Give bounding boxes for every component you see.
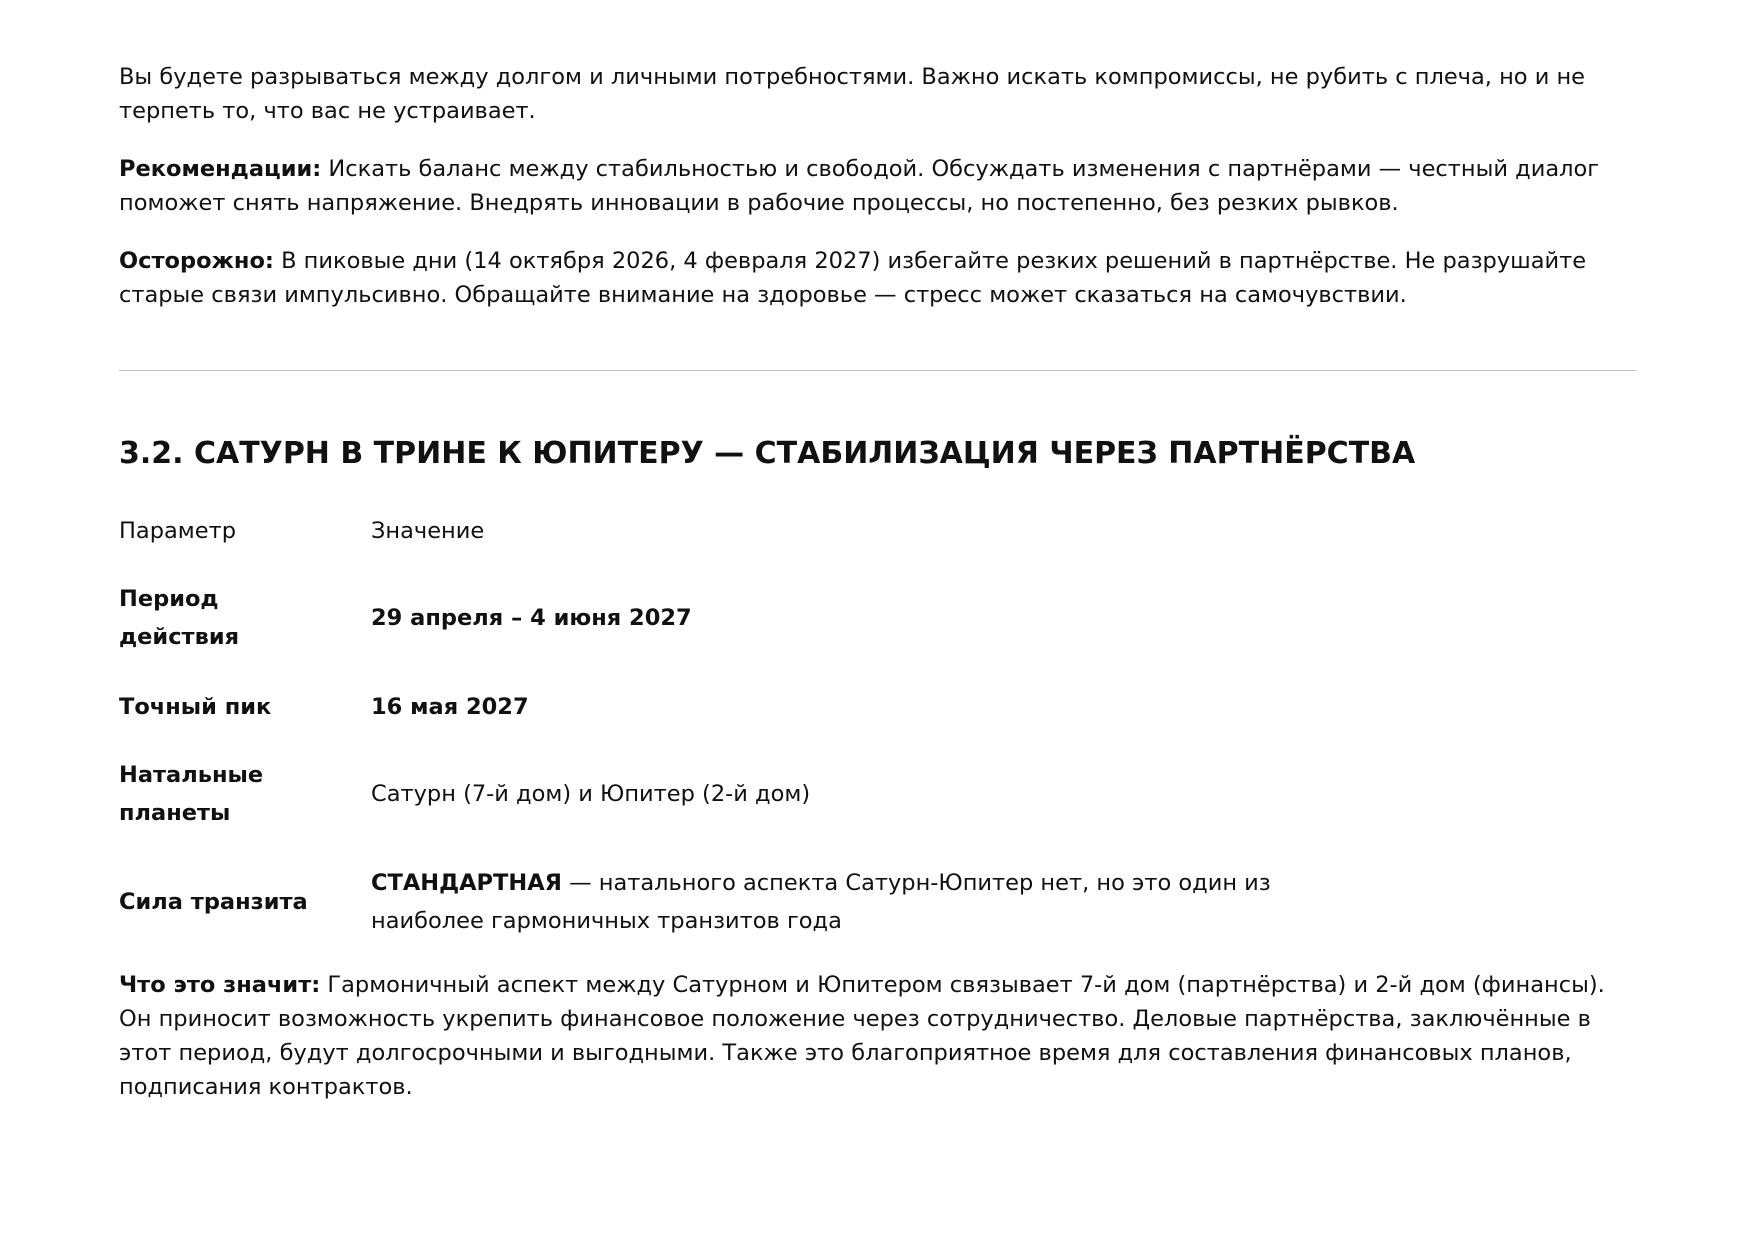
transit-parameters-table [119, 512, 1271, 940]
meaning-label: Что это значит: [119, 972, 321, 998]
recommendations-text: Искать баланс между стабильностью и свободой. Обсуждать изменения с партнёрами — честный диалог поможет снять напряжение. Внедрять инновации в рабочие процессы, но постепенно, без резких рывков. [119, 156, 1600, 216]
table-cell-param: Сила транзита [119, 889, 308, 915]
table-row [119, 726, 1271, 832]
table-header-param: Параметр [119, 518, 236, 544]
table-row [119, 832, 1271, 940]
meaning-text: Гармоничный аспект между Сатурном и Юпитером связывает 7-й дом (партнёрства) и 2-й дом (финансы). Он приносит возможность укрепить финансовое положение через сотрудничество. Деловые партнёрства, заключённые в этот период, будут долгосрочными и выгодными. Также это благоприятное время для составления финансовых планов, подписания контрактов. [119, 972, 1605, 1100]
table-cell-value: Сатурн (7-й дом) и Юпитер (2-й дом) [371, 781, 811, 807]
caution-text: В пиковые дни (14 октября 2026, 4 февраля 2027) избегайте резких решений в партнёрстве. Не разрушайте старые связи импульсивно. Обращайте внимание на здоровье — стресс может сказаться на самочувствии. [119, 248, 1587, 308]
intro-text: Вы будете разрываться между долгом и личными потребностями. Важно искать компромиссы, не рубить с плеча, но и не терпеть то, что вас не устраивает. [119, 64, 1586, 124]
intro-paragraph [119, 60, 1636, 128]
transit-strength-label: СТАНДАРТНАЯ [371, 870, 562, 896]
table-row [119, 656, 1271, 726]
table-cell-param: Точный пик [119, 694, 272, 720]
value-line: — натального аспекта Сатурн-Юпитер нет, но это один из [561, 870, 1271, 896]
section-title: 3.2. САТУРН В ТРИНЕ К ЮПИТЕРУ — СТАБИЛИЗАЦИЯ ЧЕРЕЗ ПАРТНЁРСТВА [119, 436, 1416, 471]
table-cell-value [371, 832, 1271, 940]
table-cell-param [119, 726, 371, 832]
caution-label: Осторожно: [119, 248, 274, 274]
table-header-row [119, 512, 1271, 550]
param-line: действия [119, 624, 240, 650]
param-line: планеты [119, 800, 231, 826]
recommendations-paragraph [119, 152, 1636, 220]
recommendations-label: Рекомендации: [119, 156, 322, 182]
meaning-paragraph [119, 968, 1636, 1104]
table-cell-param [119, 550, 371, 656]
section-divider [119, 370, 1636, 371]
param-line: Натальные [119, 762, 264, 788]
table-header-value: Значение [371, 518, 485, 544]
table-cell-value: 29 апреля – 4 июня 2027 [371, 605, 692, 631]
param-line: Период [119, 586, 219, 612]
value-line: наиболее гармоничных транзитов года [371, 908, 842, 934]
table-row [119, 550, 1271, 656]
caution-paragraph [119, 244, 1636, 312]
table-cell-value: 16 мая 2027 [371, 694, 529, 720]
